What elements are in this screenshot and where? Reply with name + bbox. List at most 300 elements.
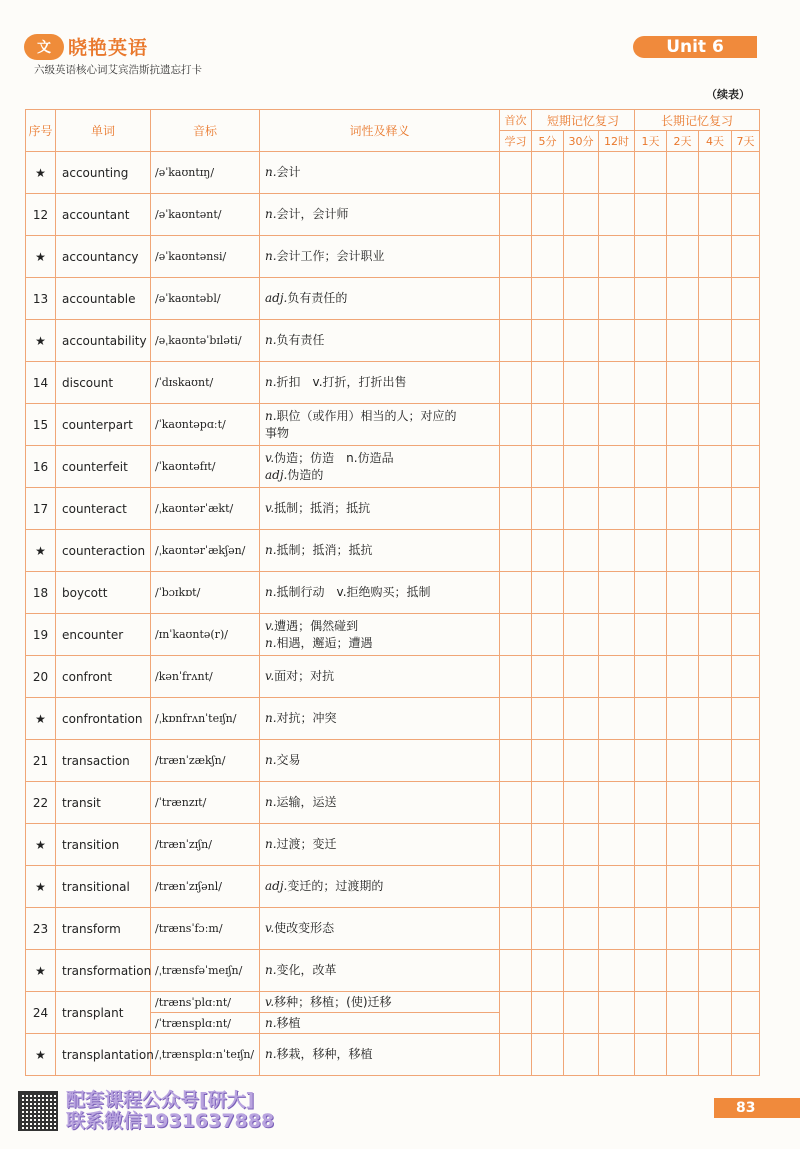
review-checkbox[interactable] xyxy=(564,530,599,572)
review-checkbox[interactable] xyxy=(500,908,532,950)
review-checkbox[interactable] xyxy=(732,698,760,740)
review-checkbox[interactable] xyxy=(532,908,564,950)
review-checkbox[interactable] xyxy=(564,152,599,194)
review-checkbox[interactable] xyxy=(599,992,635,1034)
review-checkbox[interactable] xyxy=(699,488,732,530)
review-checkbox[interactable] xyxy=(635,404,667,446)
definition-line xyxy=(265,425,499,442)
review-checkbox[interactable] xyxy=(532,362,564,404)
part-of-speech: n. xyxy=(265,635,277,650)
meaning: 移植 xyxy=(276,1015,301,1030)
table-row xyxy=(26,782,760,824)
review-checkbox[interactable] xyxy=(532,320,564,362)
review-checkbox[interactable] xyxy=(732,320,760,362)
review-checkbox[interactable] xyxy=(699,866,732,908)
row-definition xyxy=(260,488,500,530)
definition-line xyxy=(265,332,499,349)
header-7day: 7天 xyxy=(732,131,760,152)
review-checkbox[interactable] xyxy=(732,530,760,572)
definition-line xyxy=(265,450,499,467)
definition-line xyxy=(265,542,499,559)
review-checkbox[interactable] xyxy=(532,152,564,194)
review-checkbox[interactable] xyxy=(635,824,667,866)
review-checkbox[interactable] xyxy=(635,950,667,992)
book-subtitle: 六级英语核心词艾宾浩斯抗遗忘打卡 xyxy=(34,64,202,76)
row-word: transitional xyxy=(56,866,151,908)
review-checkbox[interactable] xyxy=(732,740,760,782)
review-checkbox[interactable] xyxy=(532,992,564,1034)
meaning: 抵制行动 v.拒绝购买；抵制 xyxy=(276,585,431,599)
review-checkbox[interactable] xyxy=(732,236,760,278)
table-row xyxy=(26,446,760,488)
meaning: 事物 xyxy=(265,425,290,440)
row-definition xyxy=(260,698,500,740)
review-checkbox[interactable] xyxy=(532,446,564,488)
review-checkbox[interactable] xyxy=(532,572,564,614)
definition-line xyxy=(265,206,499,223)
review-checkbox[interactable] xyxy=(699,236,732,278)
header-phonetic: 音标 xyxy=(151,110,260,152)
promo-text xyxy=(66,1090,274,1132)
review-checkbox[interactable] xyxy=(599,782,635,824)
review-checkbox[interactable] xyxy=(635,908,667,950)
meaning: 使改变形态 xyxy=(274,921,335,935)
review-checkbox[interactable] xyxy=(732,362,760,404)
review-checkbox[interactable] xyxy=(699,908,732,950)
brand-logo: 文 xyxy=(24,34,64,60)
review-checkbox[interactable] xyxy=(667,782,699,824)
review-checkbox[interactable] xyxy=(532,866,564,908)
review-checkbox[interactable] xyxy=(635,236,667,278)
review-checkbox[interactable] xyxy=(635,992,667,1034)
review-checkbox[interactable] xyxy=(564,1034,599,1076)
row-index: ★ xyxy=(26,698,56,740)
review-checkbox[interactable] xyxy=(732,194,760,236)
review-checkbox[interactable] xyxy=(564,320,599,362)
review-checkbox[interactable] xyxy=(500,194,532,236)
row-word: encounter xyxy=(56,614,151,656)
review-checkbox[interactable] xyxy=(667,152,699,194)
review-checkbox[interactable] xyxy=(732,950,760,992)
header-short-review: 短期记忆复习 xyxy=(532,110,635,131)
part-of-speech: n. xyxy=(265,1015,277,1030)
part-of-speech: n. xyxy=(265,795,277,809)
row-phonetic: /ˈkaʊntəpɑːt/ xyxy=(151,404,260,446)
part-of-speech: n. xyxy=(265,249,277,263)
header-2day: 2天 xyxy=(667,131,699,152)
review-checkbox[interactable] xyxy=(635,194,667,236)
review-checkbox[interactable] xyxy=(732,908,760,950)
review-checkbox[interactable] xyxy=(500,740,532,782)
meaning: 负有责任 xyxy=(276,333,325,347)
part-of-speech: n. xyxy=(265,333,277,347)
review-checkbox[interactable] xyxy=(599,866,635,908)
review-checkbox[interactable] xyxy=(500,782,532,824)
review-checkbox[interactable] xyxy=(667,698,699,740)
review-checkbox[interactable] xyxy=(564,992,599,1034)
row-definition xyxy=(260,278,500,320)
review-checkbox[interactable] xyxy=(500,152,532,194)
row-word: counterfeit xyxy=(56,446,151,488)
row-index: 19 xyxy=(26,614,56,656)
definition-line xyxy=(265,710,499,727)
review-checkbox[interactable] xyxy=(635,320,667,362)
review-checkbox[interactable] xyxy=(699,530,732,572)
review-checkbox[interactable] xyxy=(500,950,532,992)
table-row xyxy=(26,824,760,866)
review-checkbox[interactable] xyxy=(599,278,635,320)
review-checkbox[interactable] xyxy=(667,614,699,656)
review-checkbox[interactable] xyxy=(699,698,732,740)
review-checkbox[interactable] xyxy=(667,446,699,488)
table-row xyxy=(26,866,760,908)
row-index: 17 xyxy=(26,488,56,530)
review-checkbox[interactable] xyxy=(667,992,699,1034)
review-checkbox[interactable] xyxy=(635,656,667,698)
review-checkbox[interactable] xyxy=(699,572,732,614)
row-definition xyxy=(260,404,500,446)
meaning: 运输，运送 xyxy=(276,795,337,809)
review-checkbox[interactable] xyxy=(667,572,699,614)
part-of-speech: n. xyxy=(265,543,277,557)
review-checkbox[interactable] xyxy=(564,908,599,950)
review-checkbox[interactable] xyxy=(699,950,732,992)
review-checkbox[interactable] xyxy=(635,740,667,782)
row-index: 14 xyxy=(26,362,56,404)
review-checkbox[interactable] xyxy=(532,488,564,530)
row-phonetic: /trænˈzɪʃənl/ xyxy=(151,866,260,908)
review-checkbox[interactable] xyxy=(635,530,667,572)
review-checkbox[interactable] xyxy=(599,152,635,194)
row-phonetic: /trænˈzɪʃn/ xyxy=(151,824,260,866)
review-checkbox[interactable] xyxy=(732,614,760,656)
review-checkbox[interactable] xyxy=(635,488,667,530)
review-checkbox[interactable] xyxy=(564,488,599,530)
row-definition xyxy=(260,950,500,992)
definition-line xyxy=(265,836,499,853)
row-phonetic: /ˌkaʊntərˈækt/ xyxy=(151,488,260,530)
review-checkbox[interactable] xyxy=(667,950,699,992)
row-word: accounting xyxy=(56,152,151,194)
row-phonetic: /ˈbɔɪkɒt/ xyxy=(151,572,260,614)
row-index: 24 xyxy=(26,992,56,1034)
review-checkbox[interactable] xyxy=(500,236,532,278)
review-checkbox[interactable] xyxy=(500,488,532,530)
review-checkbox[interactable] xyxy=(732,782,760,824)
review-checkbox[interactable] xyxy=(732,992,760,1034)
meaning: 负有责任的 xyxy=(287,291,348,305)
row-word: counterpart xyxy=(56,404,151,446)
review-checkbox[interactable] xyxy=(699,740,732,782)
definition-line xyxy=(265,584,499,601)
review-checkbox[interactable] xyxy=(699,824,732,866)
review-checkbox[interactable] xyxy=(500,1034,532,1076)
review-checkbox[interactable] xyxy=(599,320,635,362)
review-checkbox[interactable] xyxy=(667,866,699,908)
table-row xyxy=(26,656,760,698)
review-checkbox[interactable] xyxy=(635,362,667,404)
definition-line xyxy=(265,1046,499,1063)
row-word: accountant xyxy=(56,194,151,236)
review-checkbox[interactable] xyxy=(599,908,635,950)
review-checkbox[interactable] xyxy=(667,1034,699,1076)
unit-tab: Unit 6 xyxy=(633,36,757,58)
row-word: boycott xyxy=(56,572,151,614)
review-checkbox[interactable] xyxy=(635,446,667,488)
row-index: 20 xyxy=(26,656,56,698)
table-row xyxy=(26,950,760,992)
review-checkbox[interactable] xyxy=(564,236,599,278)
row-definition xyxy=(260,740,500,782)
review-checkbox[interactable] xyxy=(599,488,635,530)
review-checkbox[interactable] xyxy=(635,782,667,824)
review-checkbox[interactable] xyxy=(635,1034,667,1076)
review-checkbox[interactable] xyxy=(732,1034,760,1076)
row-definition xyxy=(260,530,500,572)
definition-line xyxy=(265,878,499,895)
review-checkbox[interactable] xyxy=(635,572,667,614)
meaning: 遭遇；偶然碰到 xyxy=(274,618,359,633)
review-checkbox[interactable] xyxy=(699,194,732,236)
meaning: 变化，改革 xyxy=(276,963,337,977)
review-checkbox[interactable] xyxy=(564,740,599,782)
review-checkbox[interactable] xyxy=(564,950,599,992)
review-checkbox[interactable] xyxy=(599,698,635,740)
review-checkbox[interactable] xyxy=(667,530,699,572)
review-checkbox[interactable] xyxy=(699,782,732,824)
meaning: 会计 xyxy=(276,165,301,179)
review-checkbox[interactable] xyxy=(732,824,760,866)
definition-line xyxy=(265,618,499,635)
table-row xyxy=(26,278,760,320)
review-checkbox[interactable] xyxy=(532,656,564,698)
review-checkbox[interactable] xyxy=(500,992,532,1034)
review-checkbox[interactable] xyxy=(599,950,635,992)
review-checkbox[interactable] xyxy=(667,740,699,782)
review-checkbox[interactable] xyxy=(500,572,532,614)
row-definition xyxy=(260,992,500,1013)
review-checkbox[interactable] xyxy=(667,488,699,530)
meaning: 交易 xyxy=(276,753,301,767)
part-of-speech: n. xyxy=(265,408,277,423)
review-checkbox[interactable] xyxy=(732,278,760,320)
footer-promo xyxy=(18,1090,274,1132)
review-checkbox[interactable] xyxy=(732,572,760,614)
row-phonetic: /əˈkaʊntənsi/ xyxy=(151,236,260,278)
vocabulary-table xyxy=(25,109,760,1076)
review-checkbox[interactable] xyxy=(699,992,732,1034)
row-word: transplant xyxy=(56,992,151,1034)
row-index: 12 xyxy=(26,194,56,236)
review-checkbox[interactable] xyxy=(500,824,532,866)
review-checkbox[interactable] xyxy=(532,740,564,782)
review-checkbox[interactable] xyxy=(667,656,699,698)
review-checkbox[interactable] xyxy=(599,740,635,782)
promo-line-2: 联系微信1931637888 xyxy=(66,1110,275,1132)
review-checkbox[interactable] xyxy=(667,908,699,950)
row-phonetic: /əˈkaʊntɪŋ/ xyxy=(151,152,260,194)
review-checkbox[interactable] xyxy=(599,446,635,488)
row-definition xyxy=(260,1013,500,1034)
definition-line xyxy=(265,408,499,425)
review-checkbox[interactable] xyxy=(500,362,532,404)
review-checkbox[interactable] xyxy=(564,446,599,488)
row-word: transform xyxy=(56,908,151,950)
review-checkbox[interactable] xyxy=(500,404,532,446)
row-index: ★ xyxy=(26,152,56,194)
row-phonetic: /ˌtrænsplɑːnˈteɪʃn/ xyxy=(151,1034,260,1076)
review-checkbox[interactable] xyxy=(635,866,667,908)
definition-line xyxy=(265,962,499,979)
review-checkbox[interactable] xyxy=(699,656,732,698)
review-checkbox[interactable] xyxy=(635,614,667,656)
review-checkbox[interactable] xyxy=(635,152,667,194)
header-5min: 5分 xyxy=(532,131,564,152)
meaning: 伪造的 xyxy=(287,467,324,482)
table-row xyxy=(26,698,760,740)
review-checkbox[interactable] xyxy=(667,320,699,362)
review-checkbox[interactable] xyxy=(564,866,599,908)
header-12h: 12时 xyxy=(599,131,635,152)
row-phonetic: /ˌtrænsfəˈmeɪʃn/ xyxy=(151,950,260,992)
review-checkbox[interactable] xyxy=(732,866,760,908)
review-checkbox[interactable] xyxy=(532,614,564,656)
review-checkbox[interactable] xyxy=(532,236,564,278)
row-definition xyxy=(260,572,500,614)
part-of-speech: v. xyxy=(265,618,275,633)
review-checkbox[interactable] xyxy=(599,362,635,404)
review-checkbox[interactable] xyxy=(635,278,667,320)
brand-name: 晓艳英语 xyxy=(68,37,149,59)
review-checkbox[interactable] xyxy=(564,614,599,656)
review-checkbox[interactable] xyxy=(699,362,732,404)
row-definition xyxy=(260,908,500,950)
row-word: transit xyxy=(56,782,151,824)
review-checkbox[interactable] xyxy=(699,446,732,488)
review-checkbox[interactable] xyxy=(667,194,699,236)
review-checkbox[interactable] xyxy=(532,278,564,320)
row-word: discount xyxy=(56,362,151,404)
review-checkbox[interactable] xyxy=(599,194,635,236)
review-checkbox[interactable] xyxy=(667,824,699,866)
review-checkbox[interactable] xyxy=(667,278,699,320)
review-checkbox[interactable] xyxy=(532,698,564,740)
review-checkbox[interactable] xyxy=(500,698,532,740)
table-row xyxy=(26,530,760,572)
review-checkbox[interactable] xyxy=(599,1034,635,1076)
row-index: ★ xyxy=(26,530,56,572)
review-checkbox[interactable] xyxy=(699,152,732,194)
page-number: 83 xyxy=(714,1098,800,1118)
row-word: counteract xyxy=(56,488,151,530)
review-checkbox[interactable] xyxy=(564,278,599,320)
review-checkbox[interactable] xyxy=(532,782,564,824)
row-word: confront xyxy=(56,656,151,698)
review-checkbox[interactable] xyxy=(564,194,599,236)
review-checkbox[interactable] xyxy=(564,824,599,866)
review-checkbox[interactable] xyxy=(732,488,760,530)
review-checkbox[interactable] xyxy=(699,278,732,320)
row-word: transformation xyxy=(56,950,151,992)
review-checkbox[interactable] xyxy=(599,404,635,446)
part-of-speech: v. xyxy=(265,921,275,935)
review-checkbox[interactable] xyxy=(599,614,635,656)
definition-line xyxy=(265,668,499,685)
review-checkbox[interactable] xyxy=(599,656,635,698)
review-checkbox[interactable] xyxy=(564,404,599,446)
review-checkbox[interactable] xyxy=(500,278,532,320)
review-checkbox[interactable] xyxy=(732,152,760,194)
review-checkbox[interactable] xyxy=(532,530,564,572)
part-of-speech: n. xyxy=(265,207,277,221)
review-checkbox[interactable] xyxy=(564,782,599,824)
review-checkbox[interactable] xyxy=(532,824,564,866)
header-definition: 词性及释义 xyxy=(260,110,500,152)
review-checkbox[interactable] xyxy=(564,698,599,740)
part-of-speech: n. xyxy=(265,837,277,851)
review-checkbox[interactable] xyxy=(564,656,599,698)
review-checkbox[interactable] xyxy=(699,1034,732,1076)
review-checkbox[interactable] xyxy=(500,446,532,488)
review-checkbox[interactable] xyxy=(599,530,635,572)
table-row xyxy=(26,320,760,362)
part-of-speech: n. xyxy=(265,753,277,767)
row-definition xyxy=(260,236,500,278)
review-checkbox[interactable] xyxy=(500,530,532,572)
review-checkbox[interactable] xyxy=(532,404,564,446)
review-checkbox[interactable] xyxy=(532,1034,564,1076)
review-checkbox[interactable] xyxy=(699,320,732,362)
meaning: 抵制；抵消；抵抗 xyxy=(276,543,373,557)
review-checkbox[interactable] xyxy=(699,614,732,656)
review-checkbox[interactable] xyxy=(667,404,699,446)
row-definition xyxy=(260,866,500,908)
review-checkbox[interactable] xyxy=(667,362,699,404)
part-of-speech: v. xyxy=(265,669,275,683)
review-checkbox[interactable] xyxy=(500,866,532,908)
definition-line xyxy=(265,164,499,181)
review-checkbox[interactable] xyxy=(564,572,599,614)
review-checkbox[interactable] xyxy=(732,404,760,446)
review-checkbox[interactable] xyxy=(564,362,599,404)
review-checkbox[interactable] xyxy=(599,572,635,614)
review-checkbox[interactable] xyxy=(732,446,760,488)
part-of-speech: n. xyxy=(265,375,277,389)
review-checkbox[interactable] xyxy=(635,698,667,740)
row-index: ★ xyxy=(26,824,56,866)
review-checkbox[interactable] xyxy=(667,236,699,278)
header-30min: 30分 xyxy=(564,131,599,152)
meaning: 移种；移植；(使)迁移 xyxy=(274,994,392,1009)
review-checkbox[interactable] xyxy=(500,656,532,698)
review-checkbox[interactable] xyxy=(732,656,760,698)
review-checkbox[interactable] xyxy=(599,236,635,278)
review-checkbox[interactable] xyxy=(532,950,564,992)
review-checkbox[interactable] xyxy=(532,194,564,236)
meaning: 面对；对抗 xyxy=(274,669,335,683)
table-row xyxy=(26,908,760,950)
review-checkbox[interactable] xyxy=(599,824,635,866)
definition-line xyxy=(265,500,499,517)
definition-line xyxy=(265,290,499,307)
part-of-speech: n. xyxy=(265,711,277,725)
review-checkbox[interactable] xyxy=(699,404,732,446)
row-definition xyxy=(260,446,500,488)
review-checkbox[interactable] xyxy=(500,614,532,656)
review-checkbox[interactable] xyxy=(500,320,532,362)
meaning: 抵制；抵消；抵抗 xyxy=(274,501,371,515)
definition-line xyxy=(265,374,499,391)
